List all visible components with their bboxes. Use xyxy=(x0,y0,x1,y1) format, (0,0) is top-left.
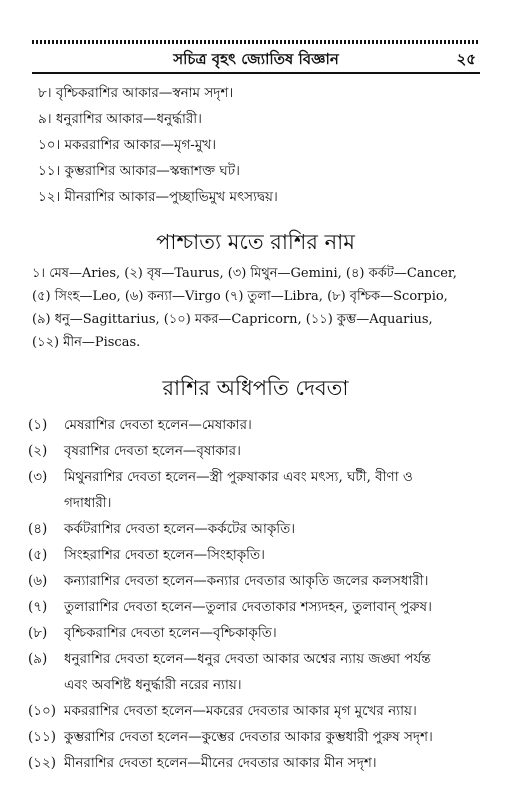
list-item xyxy=(28,438,484,464)
item-number: (৬) xyxy=(28,573,48,589)
item-text: বৃশ্চিকরাশির দেবতা হলেন—বৃশ্চিকাকৃতি। xyxy=(64,625,277,641)
item-number: (১০) xyxy=(28,703,57,719)
item-text: তুলারাশির দেবতা হলেন—তুলার দেবতাকার শস্যদহন, তুলাবান্ পুরুষ। xyxy=(64,599,432,615)
book-title: সচিত্র বৃহৎ জ্যোতিষ বিজ্ঞান xyxy=(173,50,339,68)
item-text: মীনরাশির দেবতা হলেন—মীনের দেবতার আকার মীন সদৃশ। xyxy=(64,755,377,771)
list-item: ১০। মকররাশির আকার—মৃগ-মুখ। xyxy=(38,137,217,153)
item-number: (৪) xyxy=(28,521,48,537)
list-item xyxy=(28,698,484,724)
western-names-heading: পাশ্চাত্য মতে রাশির নাম xyxy=(156,230,355,254)
item-number: (৭) xyxy=(28,599,48,615)
item-text-continued: এবং অবশিষ্ট ধনুর্দ্ধারী নরের ন্যায়। xyxy=(64,677,242,693)
list-item xyxy=(28,464,484,516)
list-item: ১১। কুম্ভরাশির আকার—স্কন্ধাশক্ত ঘট। xyxy=(38,163,240,179)
list-item xyxy=(28,412,484,438)
item-number: (৯) xyxy=(28,651,48,667)
deity-heading: রাশির অধিপতি দেবতা xyxy=(162,376,349,400)
item-number: (৫) xyxy=(28,547,48,563)
paragraph-line: (৫) সিংহ—Leo, (৬) কন্যা—Virgo (৭) তুলা—Libra, (৮) বৃশ্চিক—Scorpio, xyxy=(32,289,448,304)
paragraph-line: (৯) ধনু—Sagittarius, (১০) মকর—Capricorn, (১১) কুম্ভ—Aquarius, xyxy=(32,312,433,327)
item-number: (১১) xyxy=(28,729,57,745)
item-text: বৃষরাশির দেবতা হলেন—বৃষাকার। xyxy=(64,443,241,459)
list-item: ৮। বৃশ্চিকরাশির আকার—স্বনাম সদৃশ। xyxy=(38,85,234,101)
item-number: (১২) xyxy=(28,755,57,771)
list-item: ৯। ধনুরাশির আকার—ধনুর্দ্ধারী। xyxy=(38,111,202,127)
list-item: ১২। মীনরাশির আকার—পুচ্ছাভিমুখ মৎস্যদ্বয়। xyxy=(38,189,278,205)
item-number: (৩) xyxy=(28,469,48,485)
deity-list xyxy=(28,412,484,776)
item-text: মকররাশির দেবতা হলেন—মকরের দেবতার আকার মৃগ মুখের ন্যায়। xyxy=(64,703,417,719)
item-number: (১) xyxy=(28,417,48,433)
list-item xyxy=(28,542,484,568)
list-item xyxy=(28,724,484,750)
item-text: কর্কটরাশির দেবতা হলেন—কর্কটের আকৃতি। xyxy=(64,521,296,537)
list-item xyxy=(28,516,484,542)
item-text: কুম্ভরাশির দেবতা হলেন—কুম্ভের দেবতার আকার কুম্ভধারী পুরুষ সদৃশ। xyxy=(64,729,433,745)
list-item xyxy=(28,620,484,646)
item-text: সিংহরাশির দেবতা হলেন—সিংহাকৃতি। xyxy=(64,547,266,563)
list-item xyxy=(28,568,484,594)
running-header xyxy=(32,44,480,72)
list-item xyxy=(28,594,484,620)
list-item xyxy=(28,750,484,776)
item-text: কন্যারাশির দেবতা হলেন—কন্যার দেবতার আকৃতি জলের কলসধারী। xyxy=(64,573,429,589)
list-item xyxy=(28,646,484,698)
item-text-continued: গদাধারী। xyxy=(64,495,112,511)
header-rule xyxy=(32,72,480,74)
rashi-shape-list xyxy=(38,80,478,210)
western-names-paragraph xyxy=(32,262,482,354)
item-text: ধনুরাশির দেবতা হলেন—ধনুর দেবতা আকার অশ্বের ন্যায় জঙ্ঘা পর্যন্ত xyxy=(64,651,431,667)
item-text: মিথুনরাশির দেবতা হলেন—স্ত্রী পুরুষাকার এবং মৎস্য, ঘটী, বীণা ও xyxy=(64,469,413,485)
item-text: মেষরাশির দেবতা হলেন—মেষাকার। xyxy=(64,417,252,433)
paragraph-line: ১। মেষ—Aries, (২) বৃষ—Taurus, (৩) মিথুন—Gemini, (৪) কর্কট—Cancer, xyxy=(32,266,457,281)
item-number: (৮) xyxy=(28,625,48,641)
page-number: ২৫ xyxy=(456,50,476,68)
paragraph-line: (১২) মীন—Piscas. xyxy=(32,335,141,350)
item-number: (২) xyxy=(28,443,48,459)
